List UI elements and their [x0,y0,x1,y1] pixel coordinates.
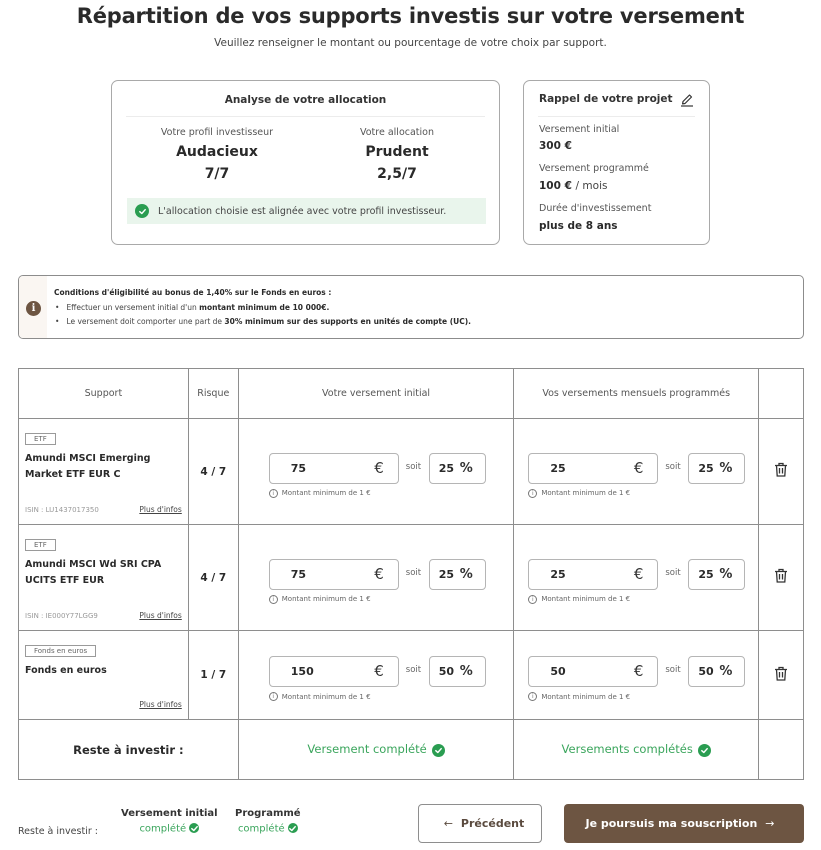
support-name: Amundi MSCI Emerging Market ETF EUR C [25,453,151,480]
arrow-right-icon: → [765,817,775,830]
initial-payment-value: 300 € [539,140,572,152]
initial-amount-input[interactable] [269,656,399,687]
euro-icon: € [374,458,384,477]
table-row [19,525,804,631]
trash-icon[interactable] [774,666,788,681]
soit-label: soit [665,461,681,472]
monthly-payment-cell [514,419,759,525]
hint-text: Montant minimum de 1 € [281,595,371,603]
percent-icon: % [719,664,733,679]
monthly-percent-input[interactable] [688,656,745,687]
monthly-amount-input[interactable] [528,559,658,590]
more-info-link[interactable]: Plus d'infos [139,505,182,514]
page-subtitle: Veuillez renseigner le montant ou pourcentage de votre choix par support. [214,37,607,49]
investor-profile-score: 7/7 [204,166,230,182]
hint-text: Montant minimum de 1 € [541,692,631,701]
min-amount-hint [528,692,630,701]
initial-payment-cell [238,631,514,720]
header-actions [759,369,804,419]
duration-label: Durée d'investissement [539,203,652,214]
footer-initial-ok [121,823,218,835]
monthly-amount-input[interactable] [528,656,658,687]
condition-emphasis: montant minimum de 10 000€. [199,303,330,312]
header-monthly: Vos versements mensuels programmés [514,369,759,419]
project-summary-card [523,80,710,245]
euro-icon: € [374,662,384,680]
footer-remaining-label: Reste à investir : [18,826,98,837]
hint-text: Montant minimum de 1 € [281,489,371,497]
alignment-text: L'allocation choisie est alignée avec votre profil investisseur. [158,205,447,217]
table-header-row [19,369,804,419]
soit-label: soit [405,461,422,472]
analysis-title: Analyse de votre allocation [224,94,387,106]
percent-icon: % [459,566,473,582]
euro-icon: € [374,564,384,583]
empty-cell [759,720,804,780]
risk-level: 4 / 7 [188,419,238,525]
remaining-row [19,720,804,780]
page-title: Répartition de vos supports investis sur votre versement [76,4,745,28]
percent-icon: % [719,460,733,476]
footer-programmed-head: Programmé [235,808,301,819]
condition-text: Le versement doit comporter une part de [66,317,225,326]
header-initial: Votre versement initial [238,369,514,419]
info-icon: i [26,301,41,316]
percent-value: 25 [438,461,455,475]
info-circle-icon: i [269,489,278,498]
info-circle-icon: i [528,595,537,604]
monthly-status [514,720,759,780]
amount-value: 25 [550,567,566,581]
check-circle-icon [698,744,711,757]
footer-programmed-status [235,808,301,835]
remaining-label: Reste à investir : [19,720,239,780]
percent-value: 25 [698,461,714,475]
isin: ISIN : IE000Y77LGG9 [25,612,98,620]
info-circle-icon: i [528,489,537,498]
condition-text: Effectuer un versement initial d'un [66,303,200,312]
initial-amount-input[interactable] [269,559,399,590]
risk-level: 4 / 7 [188,525,238,631]
initial-percent-input[interactable] [429,559,486,590]
footer-initial-status [121,808,218,835]
divider [538,116,695,117]
table-row [19,631,804,720]
check-circle-icon [432,744,445,757]
support-cell [19,525,189,631]
footer-initial-head: Versement initial [121,808,218,819]
status-text: complété [237,823,285,835]
hint-text: Montant minimum de 1 € [541,489,631,497]
monthly-percent-input[interactable] [688,559,745,590]
condition-emphasis: 30% minimum sur des supports en unités de compte (UC). [224,317,472,326]
bonus-conditions-notice [18,275,804,339]
min-amount-hint [269,489,371,498]
status-text: complété [139,823,187,835]
delete-cell [759,631,804,720]
support-name: Fonds en euros [25,665,107,676]
continue-subscription-button[interactable] [564,804,804,843]
footer-programmed-ok [235,823,301,835]
allocation-analysis-card [111,80,500,245]
allocation-label: Votre allocation [359,127,434,138]
programmed-unit: / mois [575,180,608,192]
monthly-payment-cell [514,631,759,720]
percent-value: 50 [438,665,455,678]
conditions-title: Conditions d'éligibilité au bonus de 1,40% sur le Fonds en euros : [54,288,332,297]
programmed-payment-value [539,180,607,192]
condition-item [55,317,471,326]
info-circle-icon: i [269,595,278,604]
support-type-tag: ETF [25,539,56,551]
amount-value: 150 [290,665,314,678]
percent-icon: % [459,664,473,679]
risk-level: 1 / 7 [188,631,238,720]
programmed-amount: 100 € [539,180,572,192]
check-circle-icon [189,823,199,833]
amount-value: 75 [290,461,307,475]
info-circle-icon: i [528,692,537,701]
initial-status [238,720,514,780]
check-circle-icon [288,823,298,833]
investor-profile [122,127,312,182]
soit-label: soit [405,567,422,578]
investor-profile-value: Audacieux [176,144,258,160]
allocation-score: 2,5/7 [377,166,417,182]
table-row [19,419,804,525]
initial-payment-cell [238,419,514,525]
min-amount-hint [269,692,371,701]
condition-item [55,303,329,312]
allocation-value: Prudent [365,144,429,160]
duration-value: plus de 8 ans [539,220,618,232]
hint-text: Montant minimum de 1 € [281,692,371,701]
soit-label: soit [665,665,681,675]
monthly-amount-input[interactable] [528,453,658,484]
support-cell [19,419,189,525]
allocation-profile [302,127,492,182]
amount-value: 50 [550,665,566,678]
support-type-tag: ETF [25,433,56,445]
percent-icon: % [459,460,473,476]
support-type-tag: Fonds en euros [25,645,96,657]
arrow-left-icon: ← [443,817,453,830]
amount-value: 75 [290,567,307,581]
monthly-payment-cell [514,525,759,631]
previous-button[interactable] [418,804,542,843]
trash-icon[interactable] [774,568,788,583]
programmed-payment-label: Versement programmé [539,163,649,174]
initial-percent-input[interactable] [429,453,486,484]
support-name: Amundi MSCI Wd SRI CPA UCITS ETF EUR [25,559,162,586]
euro-icon: € [633,564,644,583]
project-summary-title: Rappel de votre projet [539,93,673,105]
soit-label: soit [665,567,681,578]
support-cell [19,631,189,720]
delete-cell [759,525,804,631]
min-amount-hint [269,595,371,604]
pencil-edit-icon[interactable] [679,91,695,107]
allocation-table [18,368,804,780]
hint-text: Montant minimum de 1 € [541,595,631,603]
soit-label: soit [405,665,422,675]
continue-label: Je poursuis ma souscription [585,817,758,830]
percent-value: 25 [698,567,714,581]
initial-payment-label: Versement initial [539,124,620,135]
monthly-status-text: Versements complétés [561,742,693,756]
euro-icon: € [633,458,644,477]
header-support: Support [19,369,189,419]
min-amount-hint [528,489,630,498]
delete-cell [759,419,804,525]
percent-value: 25 [438,567,455,581]
more-info-link[interactable]: Plus d'infos [139,700,182,709]
initial-payment-cell [238,525,514,631]
min-amount-hint [528,595,630,604]
isin: ISIN : LU1437017350 [25,506,99,514]
initial-status-text: Versement complété [307,742,427,756]
trash-icon[interactable] [774,462,788,477]
percent-value: 50 [698,665,714,678]
alignment-message [127,198,486,224]
investor-profile-label: Votre profil investisseur [160,127,274,138]
amount-value: 25 [550,461,566,475]
monthly-percent-input[interactable] [688,453,745,484]
divider [126,116,485,117]
header-risk: Risque [188,369,238,419]
more-info-link[interactable]: Plus d'infos [139,611,182,620]
euro-icon: € [633,662,644,680]
previous-label: Précédent [460,817,525,830]
initial-percent-input[interactable] [429,656,486,687]
info-circle-icon: i [269,692,278,701]
percent-icon: % [719,566,733,582]
initial-amount-input[interactable] [269,453,399,484]
check-circle-icon [135,204,149,218]
